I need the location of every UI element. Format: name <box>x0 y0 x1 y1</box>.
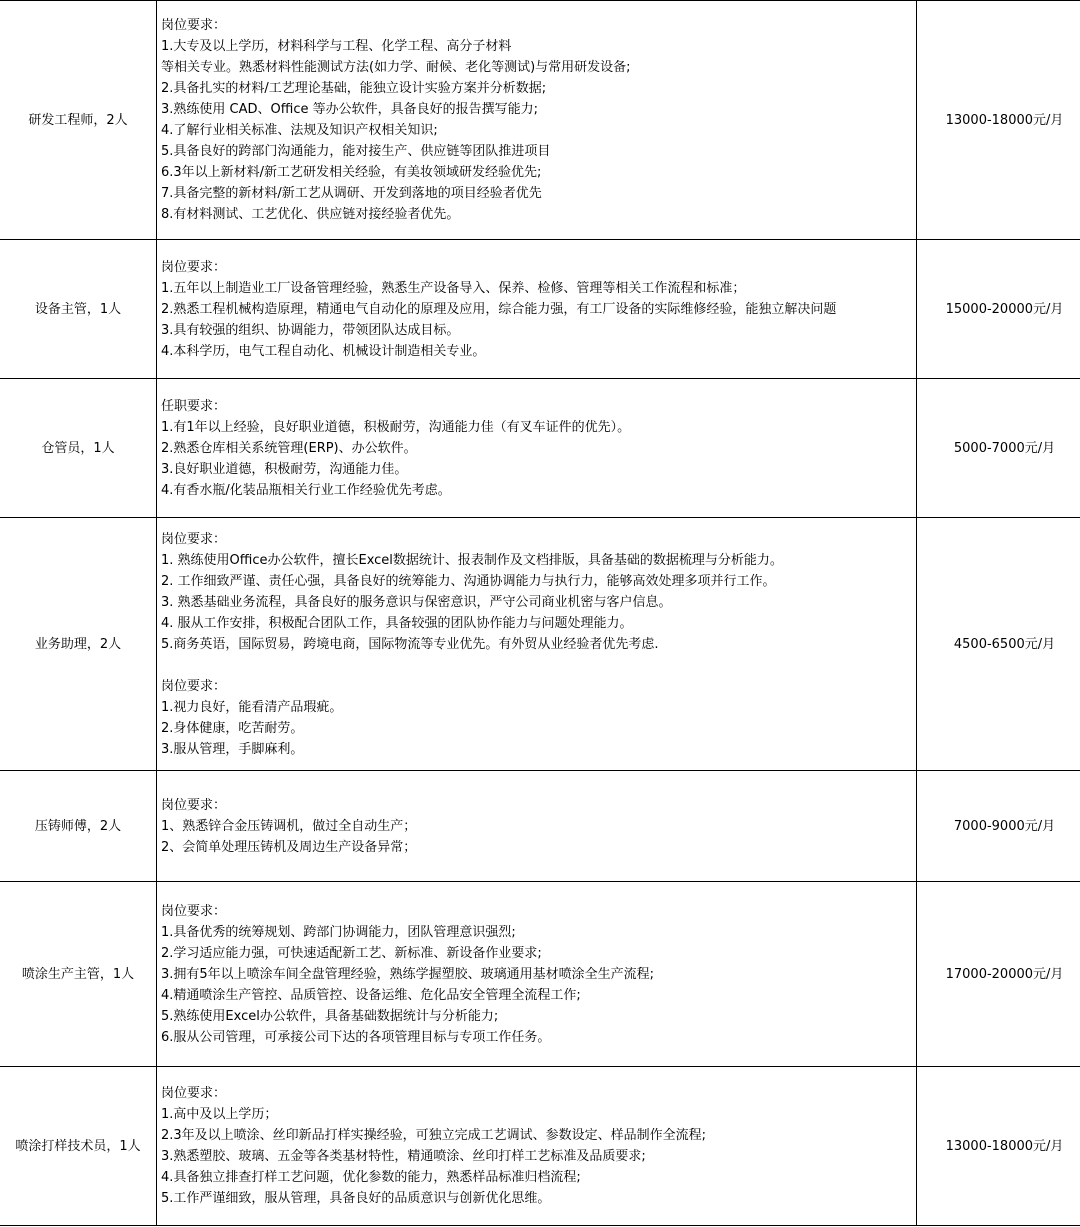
requirement-item: 3.服从管理，手脚麻利。 <box>161 741 304 757</box>
requirement-item: 5.工作严谨细致，服从管理，具备良好的品质意识与创新优化思维。 <box>161 1191 551 1206</box>
requirement-item: 2.熟悉工程机械构造原理，精通电气自动化的原理及应用，综合能力强，有工厂设备的实际维修经验，能独立解决问题 <box>161 301 837 317</box>
requirement-item: 4.了解行业相关标准、法规及知识产权相关知识; <box>161 123 438 138</box>
job-listings-body <box>0 1 1080 1226</box>
requirement-item: 4.本科学历，电气工程自动化、机械设计制造相关专业。 <box>161 343 486 359</box>
requirement-item: 4.精通喷涂生产管控、品质管控、设备运维、危化品安全管理全流程工作; <box>161 987 581 1003</box>
requirement-item: 3.熟悉塑胶、玻璃、五金等各类基材特性，精通喷涂、丝印打样工艺标准及品质要求; <box>161 1149 646 1164</box>
job-requirements <box>157 1 917 240</box>
job-requirements <box>157 771 917 882</box>
requirements-heading: 岗位要求： <box>161 797 227 813</box>
job-row <box>0 379 1080 518</box>
requirements-heading: 岗位要求： <box>161 903 227 919</box>
job-title: 喷涂生产主管，1人 <box>0 882 157 1067</box>
requirement-item: 等相关专业。熟悉材料性能测试方法(如力学、耐候、老化等测试)与常用研发设备; <box>161 60 631 75</box>
requirement-item: 1.有1年以上经验，良好职业道德，积极耐劳，沟通能力佳（有叉车证件的优先）。 <box>161 419 631 435</box>
block-spacer <box>161 655 912 676</box>
requirement-item: 1.具备优秀的统筹规划、跨部门协调能力，团队管理意识强烈; <box>161 924 516 940</box>
job-salary: 15000-20000元/月 <box>917 240 1080 379</box>
job-title: 仓管员，1人 <box>0 379 157 518</box>
job-requirements <box>157 240 917 379</box>
requirement-item: 5.商务英语，国际贸易，跨境电商，国际物流等专业优先。有外贸从业经验者优先考虑. <box>161 636 659 652</box>
job-row <box>0 771 1080 882</box>
job-salary: 17000-20000元/月 <box>917 882 1080 1067</box>
job-row <box>0 1067 1080 1226</box>
requirement-item: 1.视力良好，能看清产品瑕疵。 <box>161 699 343 715</box>
requirements-heading: 岗位要求： <box>161 678 227 694</box>
job-salary: 4500-6500元/月 <box>917 518 1080 771</box>
requirement-item: 5.具备良好的跨部门沟通能力，能对接生产、供应链等团队推进项目 <box>161 144 551 159</box>
job-salary: 7000-9000元/月 <box>917 771 1080 882</box>
requirement-item: 3. 熟悉基础业务流程，具备良好的服务意识与保密意识，严守公司商业机密与客户信息。 <box>161 594 672 610</box>
requirement-item: 2.身体健康，吃苦耐劳。 <box>161 720 304 736</box>
requirement-item: 1.高中及以上学历； <box>161 1107 278 1122</box>
requirements-heading: 岗位要求： <box>161 1086 227 1101</box>
job-row <box>0 518 1080 771</box>
requirement-item: 7.具备完整的新材料/新工艺从调研、开发到落地的项目经验者优先 <box>161 186 542 201</box>
job-salary: 13000-18000元/月 <box>917 1067 1080 1226</box>
job-title: 设备主管，1人 <box>0 240 157 379</box>
requirement-item: 1.五年以上制造业工厂设备管理经验，熟悉生产设备导入、保养、检修、管理等相关工作流程和标准； <box>161 280 746 296</box>
requirement-item: 1、熟悉锌合金压铸调机，做过全自动生产； <box>161 818 417 834</box>
job-salary: 5000-7000元/月 <box>917 379 1080 518</box>
requirement-item: 4.具备独立排查打样工艺问题，优化参数的能力，熟悉样品标准归档流程; <box>161 1170 581 1185</box>
requirement-item: 2、会简单处理压铸机及周边生产设备异常； <box>161 839 417 855</box>
requirement-item: 2.具备扎实的材料/工艺理论基础，能独立设计实验方案并分析数据; <box>161 81 547 96</box>
job-requirements <box>157 1067 917 1226</box>
requirement-item: 6.服从公司管理，可承接公司下达的各项管理目标与专项工作任务。 <box>161 1029 551 1045</box>
requirement-item: 3.良好职业道德，积极耐劳，沟通能力佳。 <box>161 461 408 477</box>
requirements-heading: 任职要求： <box>161 398 227 414</box>
requirements-heading: 岗位要求： <box>161 18 227 33</box>
requirement-item: 8.有材料测试、工艺优化、供应链对接经验者优先。 <box>161 207 460 222</box>
job-title: 压铸师傅，2人 <box>0 771 157 882</box>
job-requirements <box>157 518 917 771</box>
requirement-item: 1.大专及以上学历，材料科学与工程、化学工程、高分子材料 <box>161 39 512 54</box>
job-requirements <box>157 882 917 1067</box>
requirement-item: 3.熟练使用 CAD、Office 等办公软件，具备良好的报告撰写能力; <box>161 102 538 117</box>
requirement-item: 3.拥有5年以上喷涂车间全盘管理经验，熟练学握塑胶、玻璃通用基材喷涂全生产流程; <box>161 966 655 982</box>
requirement-item: 2.3年及以上喷涂、丝印新品打样实操经验，可独立完成工艺调试、参数设定、样品制作全流程; <box>161 1128 707 1143</box>
requirement-item: 3.具有较强的组织、协调能力，带领团队达成目标。 <box>161 322 460 338</box>
requirements-heading: 岗位要求： <box>161 531 227 547</box>
requirement-item: 1. 熟练使用Office办公软件，擅长Excel数据统计、报表制作及文档排版，具备基础的数据梳理与分析能力。 <box>161 552 783 568</box>
requirements-heading: 岗位要求： <box>161 259 227 275</box>
requirement-item: 4. 服从工作安排，积极配合团队工作，具备较强的团队协作能力与问题处理能力。 <box>161 615 633 631</box>
requirement-item: 2.熟悉仓库相关系统管理(ERP)、办公软件。 <box>161 440 417 456</box>
job-requirements <box>157 379 917 518</box>
requirement-item: 4.有香水瓶/化装品瓶相关行业工作经验优先考虑。 <box>161 482 451 498</box>
requirement-item: 2.学习适应能力强，可快速适配新工艺、新标准、新设备作业要求; <box>161 945 542 961</box>
requirement-item: 2. 工作细致严谨、责任心强，具备良好的统筹能力、沟通协调能力与执行力，能够高效处理多项并行工作。 <box>161 573 776 589</box>
requirement-item: 5.熟练使用Excel办公软件，具备基础数据统计与分析能力; <box>161 1008 499 1024</box>
job-salary: 13000-18000元/月 <box>917 1 1080 240</box>
job-row <box>0 882 1080 1067</box>
job-title: 喷涂打样技术员，1人 <box>0 1067 157 1226</box>
job-row <box>0 240 1080 379</box>
requirement-item: 6.3年以上新材料/新工艺研发相关经验，有美妆领域研发经验优先; <box>161 165 542 180</box>
job-row <box>0 1 1080 240</box>
job-title: 业务助理，2人 <box>0 518 157 771</box>
job-title: 研发工程师，2人 <box>0 1 157 240</box>
